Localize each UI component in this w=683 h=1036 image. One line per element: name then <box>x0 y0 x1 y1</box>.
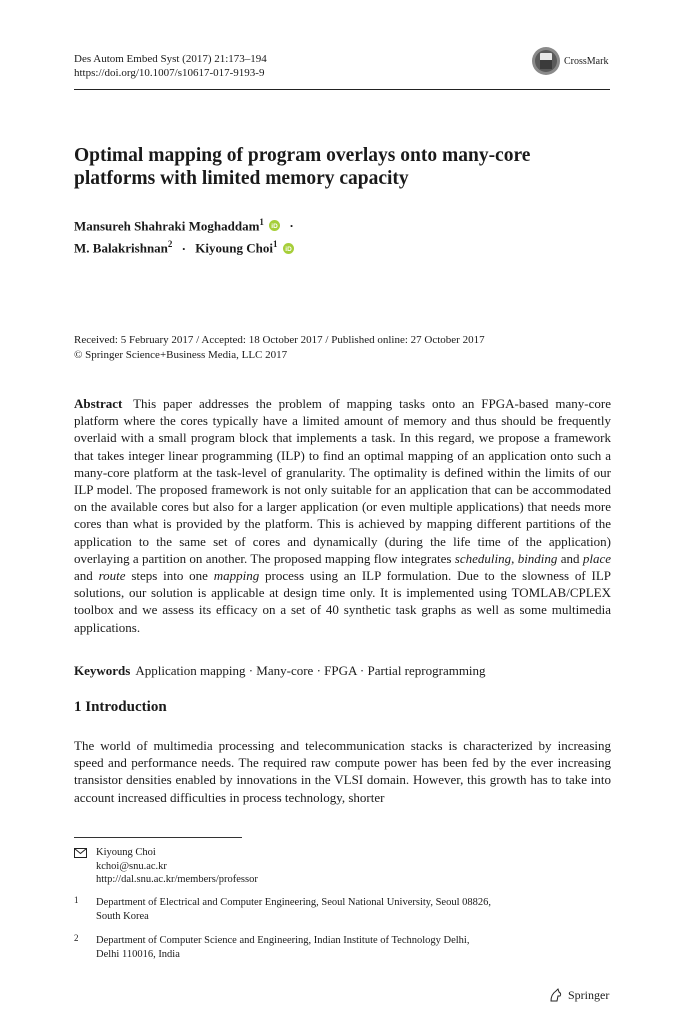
svg-text:iD: iD <box>271 223 278 231</box>
crossmark-icon <box>531 46 561 76</box>
publication-dates <box>74 333 485 362</box>
abstract-label: Abstract <box>74 396 123 411</box>
author-name: Mansureh Shahraki Moghaddam <box>74 218 260 234</box>
crossmark-badge[interactable] <box>531 46 608 76</box>
affiliation-1: 1 Department of Electrical and Computer Engineering, Seoul National University, Seoul 08826, South Korea <box>74 895 492 922</box>
journal-header <box>74 52 267 80</box>
publisher-logo <box>548 987 609 1003</box>
author-name: M. Balakrishnan <box>74 240 168 256</box>
svg-text:iD: iD <box>284 245 292 253</box>
orcid-icon[interactable] <box>283 243 294 254</box>
affiliation-2: 2 Department of Computer Science and Engineering, Indian Institute of Technology Delhi, Delhi 110016, India <box>74 933 470 960</box>
footnote-rule <box>74 837 242 838</box>
corr-email[interactable]: kchoi@snu.ac.kr <box>96 860 167 872</box>
introduction-text: The world of multimedia processing and telecommunication stacks is characterized by increasing speed and performance needs. The required raw compute power has been fed by the ever increasing transistor densities enabled by innovations in the VLSI domain. However, this growth has to take into account increased difficulties in process technology, shorter <box>74 738 611 805</box>
header-rule <box>74 89 610 90</box>
springer-horse-icon <box>548 987 564 1003</box>
corresponding-author <box>74 846 594 887</box>
envelope-icon <box>74 848 87 858</box>
corr-name: Kiyoung Choi <box>96 847 156 858</box>
author-name: Kiyoung Choi <box>195 240 273 256</box>
paper-title: Optimal mapping of program overlays onto many-core platforms with limited memory capacity <box>74 145 531 189</box>
publisher-name: Springer <box>568 987 610 1002</box>
keywords <box>74 662 486 679</box>
copyright-line: © Springer Science+Business Media, LLC 2017 <box>74 348 288 361</box>
keywords-text: Application mapping · Many-core · FPGA · Partial reprogramming <box>135 663 486 678</box>
author-list: Mansureh Shahraki Moghaddam$^1$ iD · M. Balakrishnan$^2$ · Kiyoung Choi$^1$ iD <box>74 217 294 256</box>
crossmark-label: CrossMark <box>564 55 609 67</box>
abstract: Abstract This paper addresses the problem of mapping tasks onto an FPGA-based many-core platform where the cores typically have a limited amount of memory and thus should be frequently overlaid with a small program block that implements a task. In this regard, we propose a framework that takes integer linear programming (ILP) to find an optimal mapping of an application onto such a many-core platform at the task-level of granularity. The optimality is defined within the limits of our ILP model. The proposed framework is not only suitable for an application that can be accommodated on the available cores but also for a larger application (or even multiple applications) that needs more cores than what is provided by the platform. This is achieved by mapping different partitions of the application to the same set of cores and dynamically (during the life time of the application) overlaying a partition on another. The proposed mapping flow integrates scheduling, binding and place and route steps into one mapping process using an ILP formulation. Due to the slowness of ILP solutions, our solution is applicable at design time only. It is implemented using TOMLAB/CPLEX toolbox and we assess its efficacy on a set of 40 synthetic task graphs as well as some multimedia applications. <box>74 396 612 635</box>
orcid-icon[interactable] <box>269 220 280 231</box>
dates-line: Received: 5 February 2017 / Accepted: 18 October 2017 / Published online: 27 October 2017 <box>74 334 485 346</box>
journal-citation: Des Autom Embed Syst (2017) 21:173–194 <box>74 53 267 65</box>
keywords-label: Keywords <box>74 663 131 678</box>
doi-link[interactable]: https://doi.org/10.1007/s10617-017-9193-9 <box>74 67 265 79</box>
section-heading-introduction: 1 Introduction <box>74 699 167 715</box>
corr-url[interactable]: http://dal.snu.ac.kr/members/professor <box>96 874 258 885</box>
